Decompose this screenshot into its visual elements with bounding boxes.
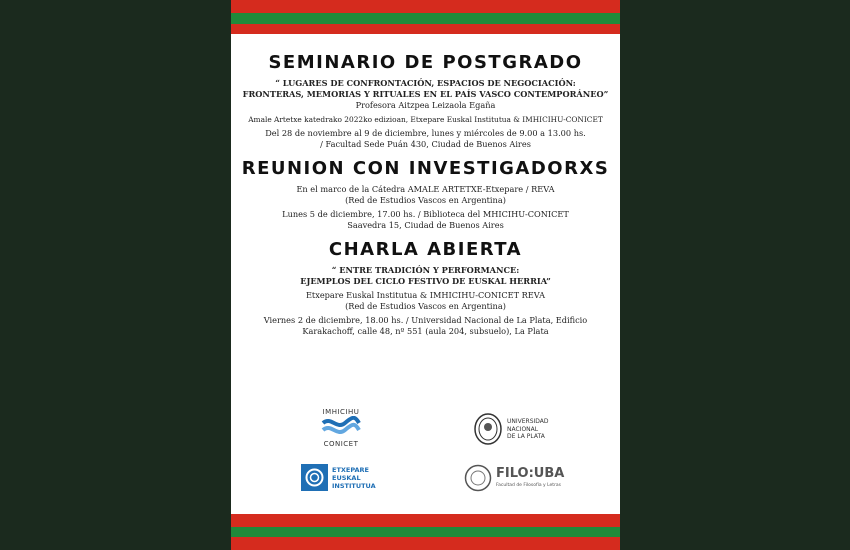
meeting-line: Lunes 5 de diciembre, 17.00 hs. / Biblioteca del MHICIHU-CONICET	[282, 209, 569, 219]
seminar-line: Amale Artetxe katedrako 2022ko edizioan, Etxepare Euskal Institutua & IMHICIHU-CONICET	[248, 115, 603, 124]
unlp-text: UNIVERSIDAD	[507, 418, 549, 425]
meeting-line: En el marco de la Cátedra AMALE ARTETXE-Etxepare / REVA	[296, 184, 555, 194]
bottom-green-stripe	[231, 527, 620, 537]
seminar-title: SEMINARIO DE POSTGRADO	[268, 52, 583, 73]
meeting-title: REUNION CON INVESTIGADORXS	[241, 158, 610, 179]
seminar-line: Profesora Aitzpea Leizaola Egaña	[355, 100, 496, 110]
seminar-line: / Facultad Sede Puán 430, Ciudad de Buenos Aires	[320, 139, 531, 149]
etxepare-text: INSTITUTUA	[332, 482, 376, 490]
talk-line: Viernes 2 de diciembre, 18.00 hs. / Universidad Nacional de La Plata, Edificio	[263, 315, 588, 325]
filo-uba-logo	[464, 464, 584, 494]
seminar-line: Del 28 de noviembre al 9 de diciembre, lunes y miércoles de 9.00 a 13.00 hs.	[265, 128, 586, 138]
bottom-red-stripe	[231, 514, 620, 527]
etxepare-logo	[301, 464, 401, 494]
talk-line: Etxepare Euskal Institutua & IMHICIHU-CONICET REVA	[305, 290, 546, 300]
top-red-stripe	[231, 0, 620, 13]
unlp-text: NACIONAL	[507, 425, 539, 433]
filo-seal-icon	[464, 464, 492, 492]
unlp-seal-icon	[473, 412, 503, 446]
seminar-line: “ LUGARES DE CONFRONTACIÓN, ESPACIOS DE NEGOCIACIÓN:	[275, 78, 576, 88]
meeting-line: Saavedra 15, Ciudad de Buenos Aires	[347, 220, 504, 230]
talk-line: EJEMPLOS DEL CICLO FESTIVO DE EUSKAL HERRIA”	[300, 276, 551, 286]
filo-subtitle: Facultad de Filosofía y Letras	[496, 483, 562, 488]
top-green-stripe	[231, 13, 620, 24]
conicet-label: CONICET	[323, 440, 359, 448]
etxepare-text: EUSKAL	[332, 474, 361, 482]
bottom-red-stripe-2	[231, 537, 620, 550]
filo-title: FILO:UBA	[496, 466, 565, 481]
logos-area	[231, 400, 620, 500]
unlp-text: DE LA PLATA	[507, 433, 545, 440]
etxepare-text: ETXEPARE	[332, 466, 369, 474]
event-poster	[231, 0, 620, 550]
meeting-line: (Red de Estudios Vascos en Argentina)	[345, 195, 506, 205]
unlp-logo	[473, 412, 573, 452]
talk-line: (Red de Estudios Vascos en Argentina)	[345, 301, 506, 311]
imhicihu-logo	[311, 408, 371, 448]
poster-content	[231, 44, 620, 337]
top-red-stripe-2	[231, 24, 620, 34]
seminar-line: FRONTERAS, MEMORIAS Y RITUALES EN EL PAÍS VASCO CONTEMPORÁNEO”	[242, 89, 609, 99]
conicet-wave-icon	[321, 416, 361, 436]
talk-line: Karakachoff, calle 48, nº 551 (aula 204, subsuelo), La Plata	[302, 326, 549, 336]
imhicihu-label: IMHICIHU	[322, 408, 360, 416]
talk-line: “ ENTRE TRADICIÓN Y PERFORMANCE:	[331, 265, 520, 275]
etxepare-mark-icon	[301, 464, 328, 491]
talk-title: CHARLA ABIERTA	[328, 239, 523, 260]
